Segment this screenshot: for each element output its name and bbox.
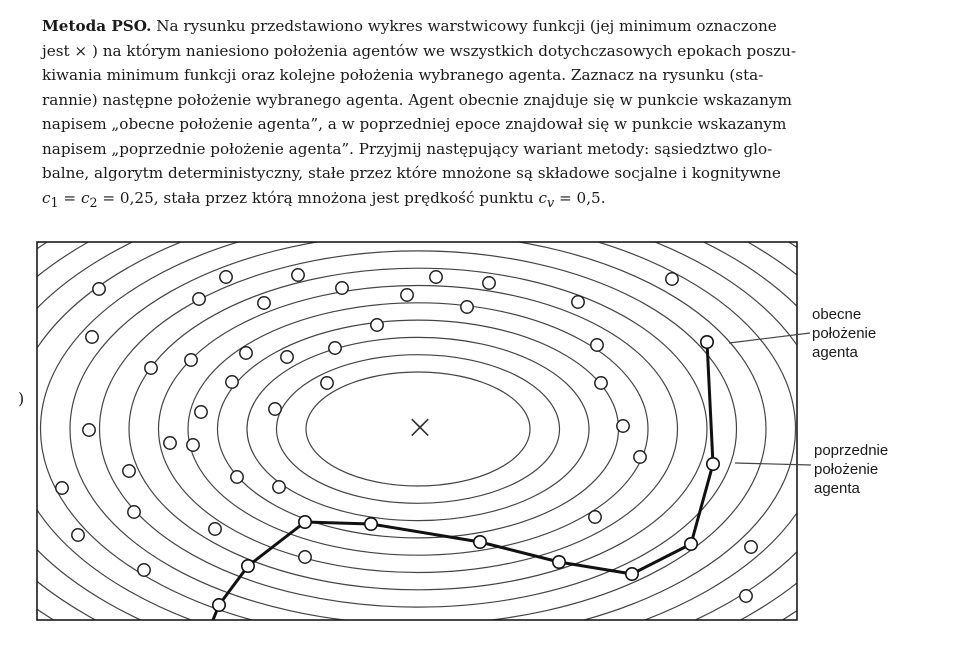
agent-marker: [281, 351, 293, 363]
agent-marker: [164, 437, 176, 449]
agent-marker: [269, 403, 281, 415]
task-line-formula: $c_1 = c_2 = 0,25$, stała przez którą mnożona jest prędkość punktu $c_v = 0,5$.: [42, 188, 606, 210]
trajectory-point: [242, 560, 254, 572]
agent-marker: [240, 347, 252, 359]
trajectory-point: [707, 458, 719, 470]
agent-marker: [226, 376, 238, 388]
agent-marker: [185, 354, 197, 366]
agent-marker: [666, 273, 678, 285]
task-line-2: jest × ) na którym naniesiono położenia agentów we wszystkich dotychczasowych epokach poszu-: [42, 41, 797, 60]
agent-marker: [321, 377, 333, 389]
agent-marker: [93, 283, 105, 295]
task-line-3: kiwania minimum funkcji oraz kolejne położenia wybranego agenta. Zaznacz na rysunku (sta-: [42, 66, 764, 84]
trajectory-point: [474, 536, 486, 548]
previous-position-label: poprzednie położenie agenta: [814, 442, 889, 497]
agent-marker: [195, 406, 207, 418]
agent-marker: [336, 282, 348, 294]
agent-marker: [86, 331, 98, 343]
trajectory-point: [701, 336, 713, 348]
agent-marker: [483, 277, 495, 289]
agent-marker: [72, 529, 84, 541]
agent-marker: [145, 362, 157, 374]
agent-marker: [258, 297, 270, 309]
method-label: Metoda PSO.: [42, 17, 152, 35]
agent-marker: [209, 523, 221, 535]
agent-marker: [292, 269, 304, 281]
agent-marker: [745, 541, 757, 553]
trajectory-point: [626, 568, 638, 580]
agent-marker: [138, 564, 150, 576]
agent-marker: [371, 319, 383, 331]
agent-marker: [461, 301, 473, 313]
agent-marker: [740, 590, 752, 602]
agent-marker: [220, 271, 232, 283]
agent-marker: [589, 511, 601, 523]
agent-marker: [329, 342, 341, 354]
agent-marker: [430, 271, 442, 283]
trajectory-point: [213, 599, 225, 611]
trajectory-point: [365, 518, 377, 530]
agent-marker: [83, 424, 95, 436]
task-line-1: Metoda PSO. Na rysunku przedstawiono wykres warstwicowy funkcji (jej minimum oznaczone: [42, 17, 777, 35]
agent-marker: [572, 296, 584, 308]
agent-marker: [187, 439, 199, 451]
left-edge-mark: ): [18, 389, 25, 408]
agent-marker: [591, 339, 603, 351]
trajectory-point: [685, 538, 697, 550]
trajectory-point: [299, 516, 311, 528]
task-line-6: napisem „poprzednie położenie agenta”. Przyjmij następujący wariant metody: sąsiedztwo glo-: [42, 139, 773, 158]
agent-marker: [595, 377, 607, 389]
agent-marker: [123, 465, 135, 477]
agent-marker: [617, 420, 629, 432]
current-position-label: obecne położenie agenta: [812, 306, 877, 361]
agent-marker: [231, 471, 243, 483]
agent-marker: [273, 481, 285, 493]
minimum-marker: ×: [405, 407, 435, 447]
task-line-5: napisem „obecne położenie agenta”, a w poprzedniej epoce znajdował się w punkcie wskazanym: [42, 115, 787, 133]
agent-marker: [634, 451, 646, 463]
agent-marker: [193, 293, 205, 305]
trajectory-point: [553, 556, 565, 568]
agent-marker: [56, 482, 68, 494]
agent-marker: [401, 289, 413, 301]
agent-marker: [299, 551, 311, 563]
task-line-4: rannie) następne położenie wybranego agenta. Agent obecnie znajduje się w punkcie wskazanym: [42, 90, 792, 109]
agent-marker: [128, 506, 140, 518]
task-line-7: balne, algorytm deterministyczny, stałe przez które mnożone są składowe socjalne i kognitywne: [42, 164, 781, 182]
